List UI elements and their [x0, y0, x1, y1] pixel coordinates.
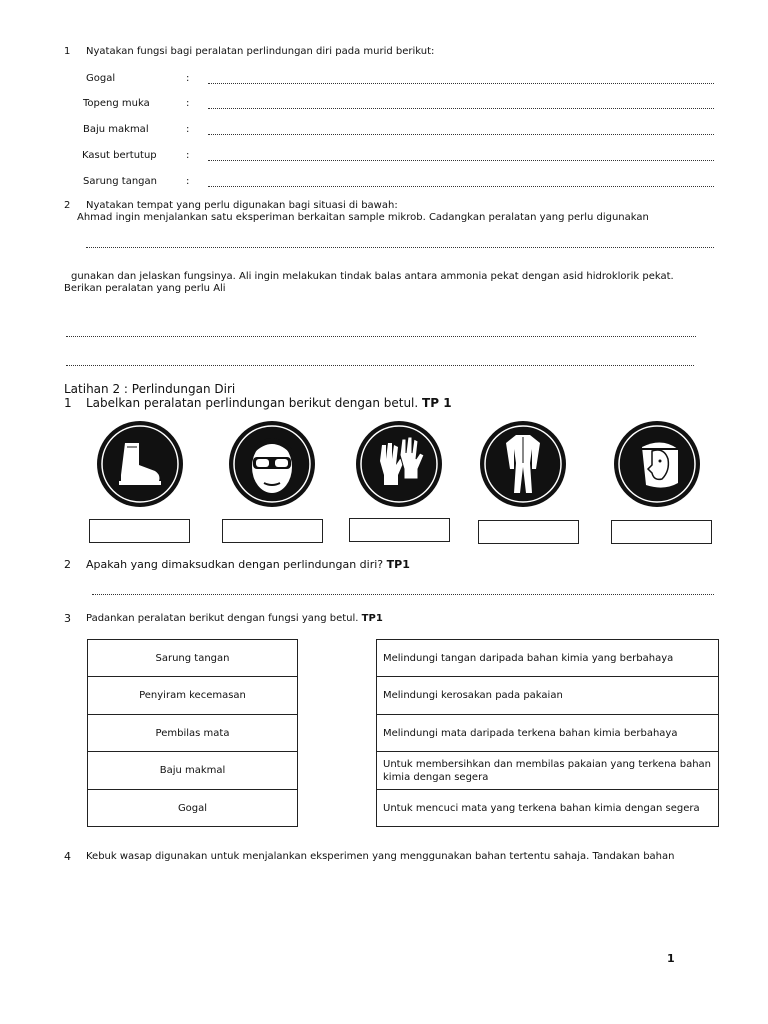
coverall-icon: [478, 419, 568, 509]
label-input-coverall[interactable]: [478, 520, 579, 544]
tp-label: TP 1: [422, 396, 452, 410]
q1-number: 1: [64, 46, 71, 57]
s2-q1: [86, 396, 452, 410]
section-title: Latihan 2 : Perlindungan Diri: [64, 382, 236, 396]
answer-line[interactable]: [66, 336, 696, 337]
item-label: Gogal: [86, 73, 116, 84]
item-colon: :: [186, 176, 190, 187]
answer-line[interactable]: [86, 247, 714, 248]
label-input-gloves[interactable]: [349, 518, 450, 542]
item-label: Baju makmal: [83, 124, 149, 135]
q2-subtext: Ahmad ingin menjalankan satu eksperiman berkaitan sample mikrob. Cadangkan peralatan yang perlu digunakan: [77, 212, 649, 223]
answer-line[interactable]: [66, 365, 694, 366]
item-colon: :: [186, 150, 190, 161]
function-cell[interactable]: Melindungi kerosakan pada pakaian: [377, 677, 719, 715]
answer-line[interactable]: [208, 108, 714, 109]
s2-q3-number: 3: [64, 612, 71, 625]
q1-text: Nyatakan fungsi bagi peralatan perlindungan diri pada murid berikut:: [86, 46, 435, 57]
label-input-boot[interactable]: [89, 519, 190, 543]
function-cell[interactable]: Untuk membersihkan dan membilas pakaian yang terkena bahan kimia dengan segera: [377, 752, 719, 790]
s2-q3-text: Padankan peralatan berikut dengan fungsi yang betul.: [86, 613, 359, 624]
function-cell[interactable]: Untuk mencuci mata yang terkena bahan kimia dengan segera: [377, 790, 719, 827]
equipment-cell[interactable]: Pembilas mata: [88, 715, 298, 752]
item-label: Kasut bertutup: [82, 150, 157, 161]
function-table: [376, 639, 719, 827]
q3-line2: Berikan peralatan yang perlu Ali: [64, 283, 226, 294]
item-colon: :: [186, 98, 190, 109]
s2-q4-number: 4: [64, 850, 71, 863]
q2-text: Nyatakan tempat yang perlu digunakan bagi situasi di bawah:: [86, 200, 398, 211]
answer-line[interactable]: [208, 134, 714, 135]
equipment-cell[interactable]: Baju makmal: [88, 752, 298, 790]
s2-q1-text: Labelkan peralatan perlindungan berikut dengan betul.: [86, 396, 419, 410]
answer-line[interactable]: [208, 186, 714, 187]
item-label: Sarung tangan: [83, 176, 157, 187]
goggles-face-icon: [227, 419, 317, 509]
page-number: 1: [667, 952, 675, 965]
s2-q2-text: Apakah yang dimaksudkan dengan perlindungan diri?: [86, 558, 384, 571]
answer-line[interactable]: [208, 160, 714, 161]
s2-q1-number: 1: [64, 396, 72, 410]
equipment-cell[interactable]: Sarung tangan: [88, 640, 298, 677]
q3-line1: gunakan dan jelaskan fungsinya. Ali ingin melakukan tindak balas antara ammonia pekat dengan asid hidroklorik pekat.: [71, 271, 674, 282]
equipment-table: [87, 639, 298, 827]
item-colon: :: [186, 124, 190, 135]
equipment-cell[interactable]: Penyiram kecemasan: [88, 677, 298, 715]
gloves-icon: [354, 419, 444, 509]
item-colon: :: [186, 73, 190, 84]
face-shield-icon: [612, 419, 702, 509]
tp-label: TP1: [361, 613, 383, 624]
answer-line[interactable]: [92, 594, 714, 595]
boot-icon: [95, 419, 185, 509]
s2-q2-number: 2: [64, 558, 71, 571]
s2-q3: [86, 613, 383, 624]
function-cell[interactable]: Melindungi tangan daripada bahan kimia yang berbahaya: [377, 640, 719, 677]
s2-q4-text: Kebuk wasap digunakan untuk menjalankan eksperimen yang menggunakan bahan tertentu sahaja. Tandakan bahan: [86, 851, 675, 862]
function-cell[interactable]: Melindungi mata daripada terkena bahan kimia berbahaya: [377, 715, 719, 752]
s2-q2: [86, 558, 410, 571]
answer-line[interactable]: [208, 83, 714, 84]
q2-number: 2: [64, 200, 71, 211]
label-input-face-shield[interactable]: [611, 520, 712, 544]
label-input-goggles[interactable]: [222, 519, 323, 543]
tp-label: TP1: [386, 558, 410, 571]
item-label: Topeng muka: [83, 98, 150, 109]
equipment-cell[interactable]: Gogal: [88, 790, 298, 827]
